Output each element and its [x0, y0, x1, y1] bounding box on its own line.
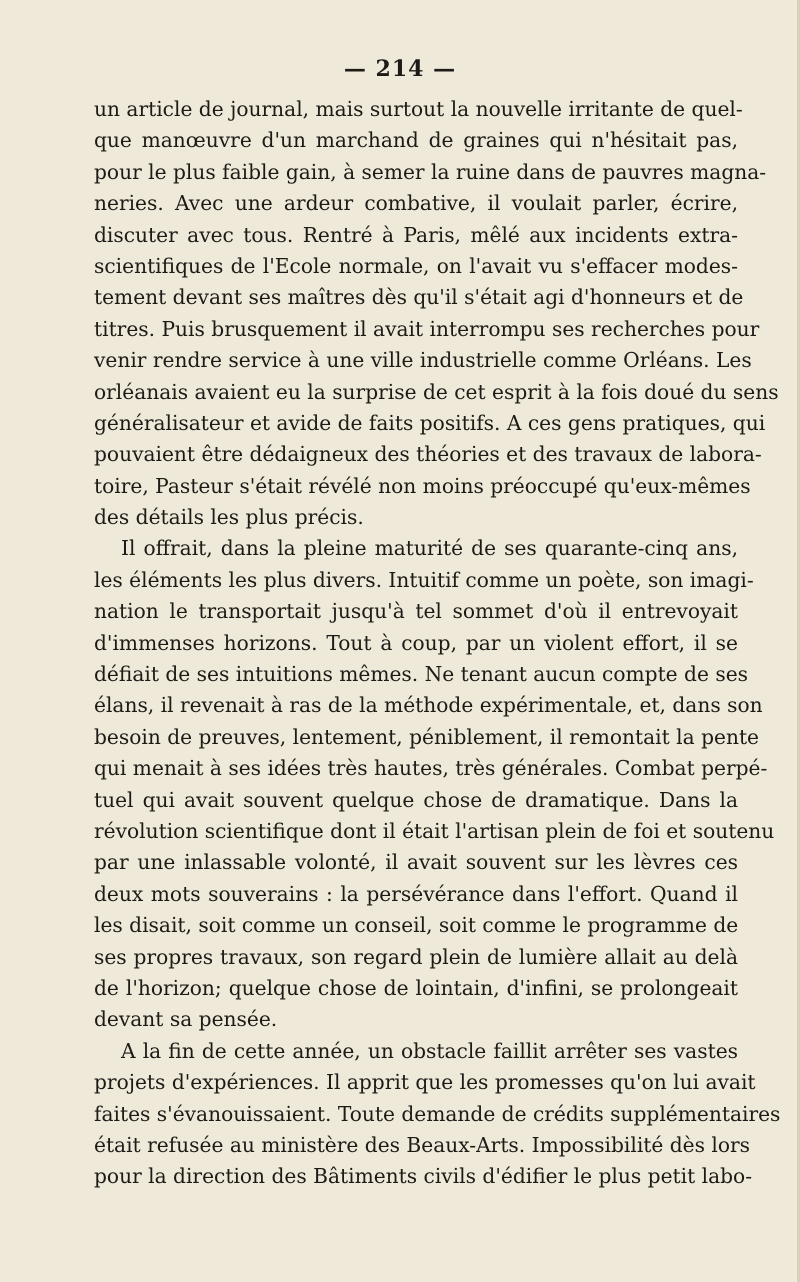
text-line: discuter avec tous. Rentré à Paris, mêlé aux incidents extra-: [94, 222, 738, 247]
text-line: titres. Puis brusquement il avait interrompu ses recherches pour: [94, 316, 760, 341]
text-line: orléanais avaient eu la surprise de cet esprit à la fois doué du sens: [94, 379, 779, 404]
text-line: d'immenses horizons. Tout à coup, par un violent effort, il se: [94, 630, 738, 655]
text-line: pour le plus faible gain, à semer la ruine dans de pauvres magna-: [94, 159, 767, 184]
text-line: venir rendre service à une ville industrielle comme Orléans. Les: [94, 348, 752, 373]
text-line: deux mots souverains : la persévérance dans l'effort. Quand il: [94, 881, 738, 906]
text-line: scientifiques de l'Ecole normale, on l'avait vu s'effacer modes-: [94, 253, 738, 278]
page-number: — 214 —: [343, 56, 457, 82]
text-line: faites s'évanouissaient. Toute demande de crédits supplémentaires: [94, 1101, 781, 1126]
text-line: besoin de preuves, lentement, péniblement, il remontait la pente: [94, 724, 760, 749]
text-line: un article de journal, mais surtout la nouvelle irritante de quel-: [94, 97, 743, 121]
body-text: [94, 94, 781, 1193]
text-line: ses propres travaux, son regard plein de lumière allait au delà: [94, 944, 738, 969]
text-line: généralisateur et avide de faits positifs. A ces gens pratiques, qui: [94, 410, 766, 435]
text-line: A la fin de cette année, un obstacle faillit arrêter ses vastes: [121, 1038, 738, 1063]
text-line: pouvaient être dédaigneux des théories et des travaux de labora-: [94, 442, 762, 467]
text-line: par une inlassable volonté, il avait souvent sur les lèvres ces: [94, 850, 738, 875]
text-line: Il offrait, dans la pleine maturité de ses quarante-cinq ans,: [121, 536, 738, 561]
text-line: tuel qui avait souvent quelque chose de dramatique. Dans la: [94, 787, 738, 812]
text-line: les disait, soit comme un conseil, soit comme le programme de: [94, 913, 739, 938]
text-line: les éléments les plus divers. Intuitif comme un poète, son imagi-: [94, 567, 754, 592]
text-line: pour la direction des Bâtiments civils d'édifier le plus petit labo-: [94, 1164, 753, 1189]
text-line: toire, Pasteur s'était révélé non moins préoccupé qu'eux-mêmes: [94, 473, 751, 498]
text-line: des détails les plus précis.: [94, 505, 364, 530]
text-line: défiait de ses intuitions mêmes. Ne tenant aucun compte de ses: [94, 662, 749, 687]
text-line: qui menait à ses idées très hautes, très générales. Combat perpé-: [94, 756, 768, 781]
text-line: était refusée au ministère des Beaux-Arts. Impossibilité dès lors: [94, 1132, 751, 1157]
text-line: neries. Avec une ardeur combative, il voulait parler, écrire,: [94, 191, 738, 216]
text-line: tement devant ses maîtres dès qu'il s'était agi d'honneurs et de: [94, 285, 744, 310]
text-line: élans, il revenait à ras de la méthode expérimentale, et, dans son: [94, 693, 763, 718]
text-line: nation le transportait jusqu'à tel sommet d'où il entrevoyait: [94, 599, 738, 624]
text-line: de l'horizon; quelque chose de lointain, d'infini, se prolongeait: [94, 975, 738, 1000]
text-line: projets d'expériences. Il apprit que les promesses qu'on lui avait: [94, 1070, 756, 1095]
text-line: devant sa pensée.: [94, 1007, 278, 1032]
text-line: révolution scientifique dont il était l'artisan plein de foi et soutenu: [94, 818, 775, 843]
text-line: que manœuvre d'un marchand de graines qui n'hésitait pas,: [94, 128, 738, 153]
